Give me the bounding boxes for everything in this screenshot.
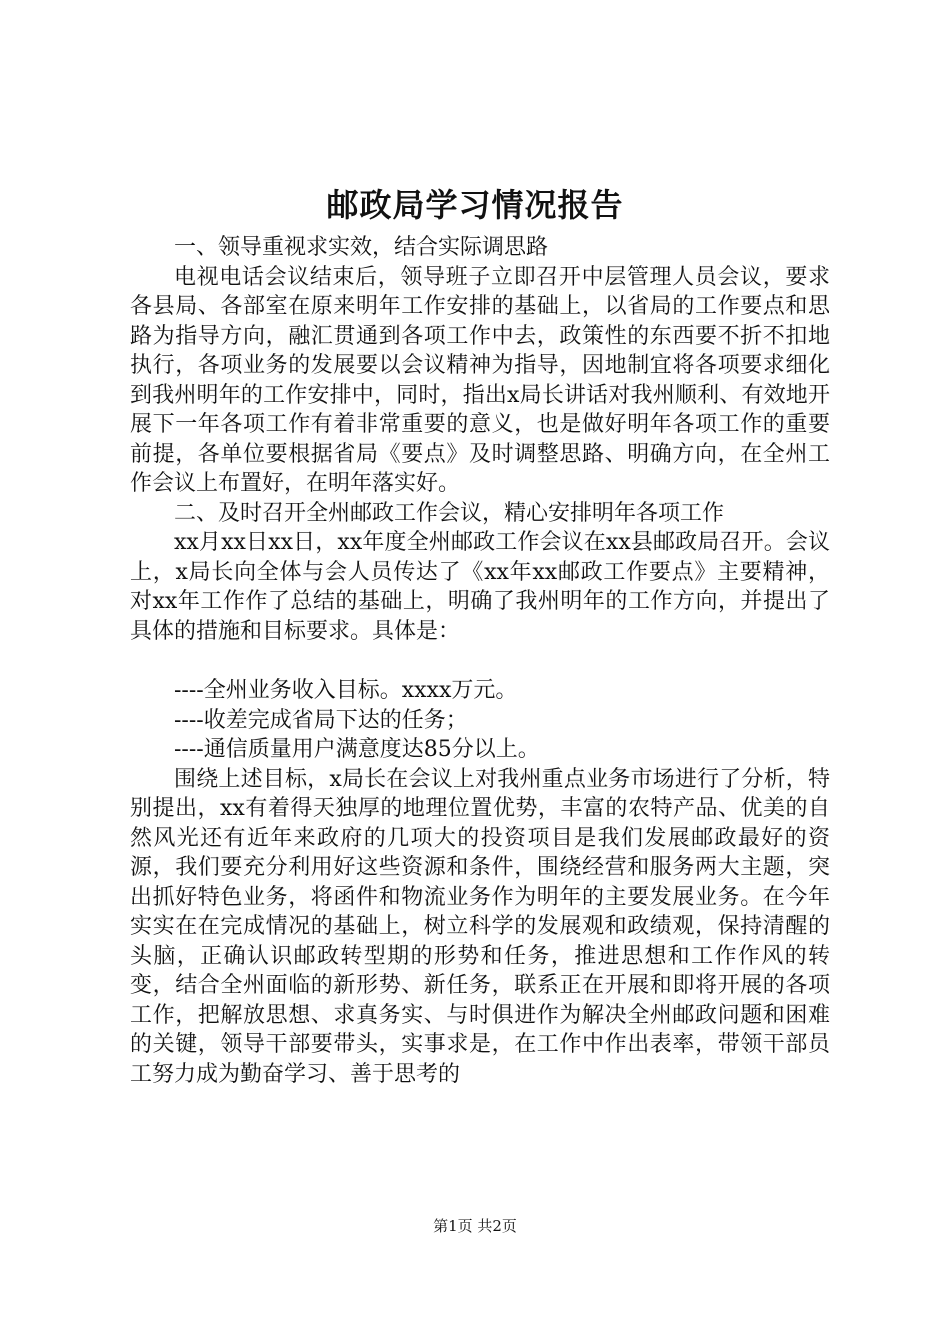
paragraph-1: 电视电话会议结束后，领导班子立即召开中层管理人员会议，要求各县局、各部室在原来明年工作安排的基础上，以省局的工作要点和思路为指导方向，融汇贯通到各项工作中去，政策性的东西要不折不扣地执行，各项业务的发展要以会议精神为指导，因地制宜将各项要求细化到我州明年的工作安排中，同时，指出x局长讲话对我州顺利、有效地开展下一年各项工作有着非常重要的意义，也是做好明年各项工作的重要前提，各单位要根据省局《要点》及时调整思路、明确方向，在全州工作会议上布置好，在明年落实好。 — [130, 264, 830, 496]
target-item-1: ----全州业务收入目标。xxxx万元。 — [174, 678, 518, 703]
target-item-2: ----收差完成省局下达的任务； — [174, 707, 468, 733]
section-heading-1: 一、领导重视求实效，结合实际调思路 — [174, 235, 549, 260]
document-title: 邮政局学习情况报告 — [326, 186, 624, 224]
page-footer: 第1页 共2页 — [433, 1217, 517, 1235]
target-item-3: ----通信质量用户满意度达85分以上。 — [174, 737, 540, 762]
section-heading-2: 二、及时召开全州邮政工作会议，精心安排明年各项工作 — [174, 500, 725, 526]
paragraph-3: 围绕上述目标，x局长在会议上对我州重点业务市场进行了分析，特别提出，xx有着得天独厚的地理位置优势，丰富的农特产品、优美的自然风光还有近年来政府的几项大的投资项目是我们发展邮政最好的资源，我们要充分利用好这些资源和条件，围绕经营和服务两大主题，突出抓好特色业务，将函件和物流业务作为明年的主要发展业务。在今年实实在在完成情况的基础上，树立科学的发展观和政绩观，保持清醒的头脑，正确认识邮政转型期的形势和任务，推进思想和工作作风的转变，结合全州面临的新形势、新任务，联系正在开展和即将开展的各项工作，把解放思想、求真务实、与时俱进作为解决全州邮政问题和困难的关键，领导干部要带头，实事求是，在工作中作出表率，带领干部员工努力成为勤奋学习、善于思考的 — [130, 766, 830, 1087]
document-body — [130, 233, 830, 1089]
paragraph-2: xx月xx日xx日，xx年度全州邮政工作会议在xx县邮政局召开。会议上，x局长向全体与会人员传达了《xx年xx邮政工作要点》主要精神，对xx年工作作了总结的基础上，明确了我州明年的工作方向，并提出了具体的措施和目标要求。具体是： — [130, 530, 830, 644]
